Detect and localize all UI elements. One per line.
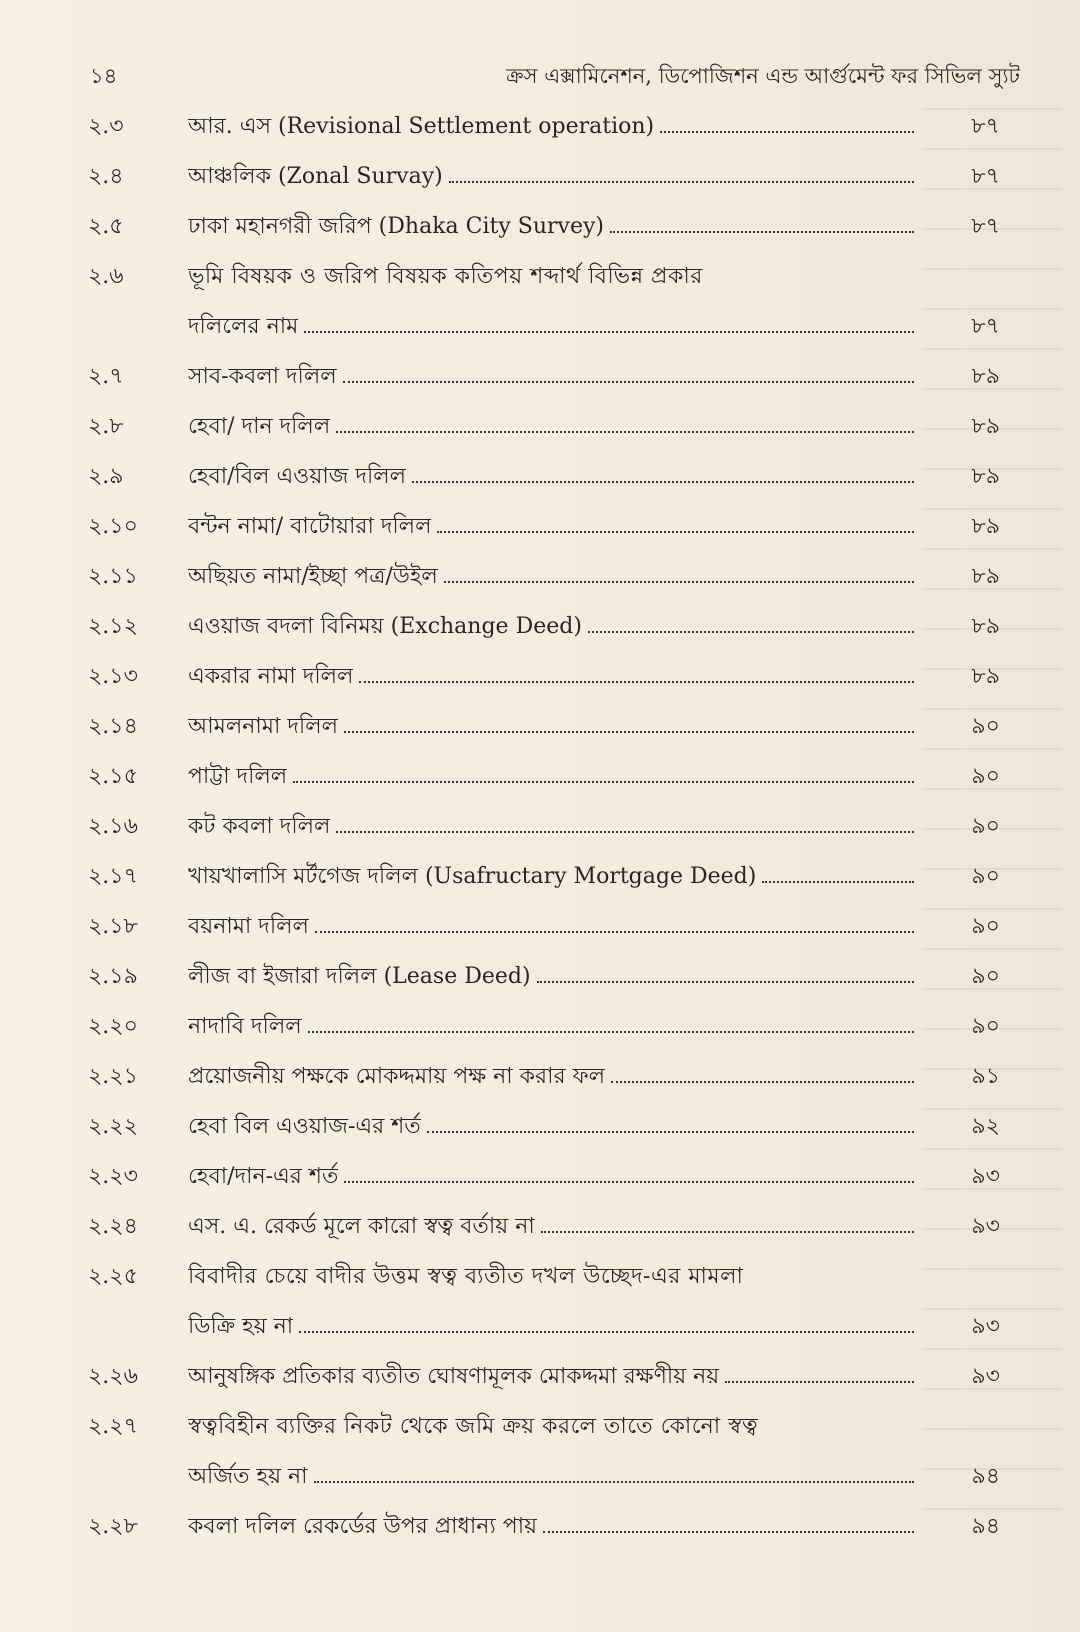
toc-entry	[88, 802, 1018, 852]
dot-leader	[308, 1031, 914, 1033]
entry-title-text: প্রয়োজনীয় পক্ষকে মোকদ্দমায় পক্ষ না করার ফল	[188, 1064, 606, 1089]
dot-leader	[336, 431, 914, 433]
toc-entry	[88, 1402, 1018, 1502]
dot-leader	[449, 181, 914, 183]
dot-leader	[762, 881, 914, 883]
entry-title-text: সাব-কবলা দলিল	[188, 364, 337, 389]
page-reference: ৮৯	[971, 414, 1000, 439]
toc-entry	[88, 1002, 1018, 1052]
page-reference: ৯৩	[971, 1164, 1000, 1189]
page-reference: ৯৩	[971, 1214, 1000, 1239]
page-reference: ৮৭	[971, 214, 1000, 239]
entry-title-text: আঞ্চলিক (Zonal Survay)	[188, 164, 443, 189]
toc-entry	[88, 702, 1018, 752]
dot-leader	[314, 1481, 914, 1483]
dot-leader	[315, 931, 914, 933]
section-number: ২.৭	[88, 364, 124, 389]
entry-title-line1: বিবাদীর চেয়ে বাদীর উত্তম স্বত্ব ব্যতীত দখল উচ্ছেদ-এর মামলা	[188, 1264, 744, 1289]
page-reference: ৯০	[971, 764, 1000, 789]
entry-title	[188, 802, 918, 852]
page-reference: ৯৪	[971, 1514, 1000, 1539]
section-number: ২.১৯	[88, 964, 138, 989]
entry-title	[188, 1302, 918, 1352]
page-reference: ৮৯	[971, 364, 1000, 389]
running-head-title: ক্রস এক্সামিনেশন, ডিপোজিশন এন্ড আর্গুমেন্ট ফর সিভিল স্যুট	[506, 64, 1020, 88]
entry-title-text: পাট্টা দলিল	[188, 764, 288, 789]
page-reference: ৯১	[971, 1064, 1000, 1089]
dot-leader	[412, 481, 914, 483]
toc-entry	[88, 902, 1018, 952]
entry-title-text: কট কবলা দলিল	[188, 814, 331, 839]
page-number: ১৪	[90, 64, 118, 88]
entry-title	[188, 852, 918, 902]
entry-title	[188, 902, 918, 952]
section-number: ২.১৬	[88, 814, 138, 839]
entry-title-text: বয়নামা দলিল	[188, 914, 309, 939]
dot-leader	[437, 531, 914, 533]
toc-entry	[88, 1202, 1018, 1252]
entry-title-text: হেবা/দান-এর শর্ত	[188, 1164, 339, 1189]
entry-title-text: ঢাকা মহানগরী জরিপ (Dhaka City Survey)	[188, 214, 604, 239]
section-number: ২.১১	[88, 564, 138, 589]
page-reference: ৮৭	[971, 314, 1000, 339]
page-reference: ৯০	[971, 914, 1000, 939]
entry-title	[188, 952, 918, 1002]
toc-entry	[88, 1352, 1018, 1402]
section-number: ২.৮	[88, 414, 124, 439]
page-reference: ৯০	[971, 864, 1000, 889]
page-reference: ৮৯	[971, 464, 1000, 489]
toc-entry	[88, 102, 1018, 152]
entry-title	[188, 202, 918, 252]
entry-title	[188, 1002, 918, 1052]
section-number: ২.৬	[88, 264, 124, 289]
entry-title	[188, 652, 918, 702]
dot-leader	[588, 631, 914, 633]
section-number: ২.২২	[88, 1114, 138, 1139]
dot-leader	[336, 831, 914, 833]
entry-title-line1: স্বত্ববিহীন ব্যক্তির নিকট থেকে জমি ক্রয় করলে তাতে কোনো স্বত্ব	[188, 1414, 759, 1439]
page-reference: ৯০	[971, 964, 1000, 989]
dot-leader	[444, 581, 914, 583]
entry-title-text: একরার নামা দলিল	[188, 664, 354, 689]
toc-entry	[88, 652, 1018, 702]
page-header	[90, 56, 1020, 96]
entry-title	[188, 552, 918, 602]
entry-title	[188, 302, 918, 352]
entry-title-text: আর. এস (Revisional Settlement operation)	[188, 114, 655, 139]
toc-entry	[88, 452, 1018, 502]
entry-title	[188, 1452, 918, 1502]
entry-title-text: হেবা/ দান দলিল	[188, 414, 331, 439]
entry-title-text: খায়খালাসি মর্টগেজ দলিল (Usafructary Mortgage Deed)	[188, 864, 757, 889]
section-number: ২.৫	[88, 214, 124, 239]
toc-entry	[88, 502, 1018, 552]
entry-title-text: আমলনামা দলিল	[188, 714, 339, 739]
section-number: ২.২৬	[88, 1364, 138, 1389]
table-of-contents	[88, 102, 1018, 1552]
toc-entry	[88, 152, 1018, 202]
dot-leader	[293, 781, 914, 783]
dot-leader	[725, 1381, 914, 1383]
page-reference: ৮৯	[971, 514, 1000, 539]
entry-title	[188, 1502, 918, 1552]
section-number: ২.১৩	[88, 664, 138, 689]
section-number: ২.২৭	[88, 1414, 138, 1439]
dot-leader	[611, 1081, 914, 1083]
section-number: ২.১৫	[88, 764, 138, 789]
entry-title-text: কবলা দলিল রেকর্ডের উপর প্রাধান্য পায়	[188, 1514, 538, 1539]
toc-entry	[88, 1502, 1018, 1552]
section-number: ২.১২	[88, 614, 138, 639]
section-number: ২.২৪	[88, 1214, 138, 1239]
dot-leader	[541, 1231, 914, 1233]
dot-leader	[610, 231, 914, 233]
page-reference: ৯৩	[971, 1364, 1000, 1389]
section-number: ২.২৩	[88, 1164, 138, 1189]
dot-leader	[344, 1181, 914, 1183]
entry-title	[188, 1102, 918, 1152]
page-reference: ৮৯	[971, 564, 1000, 589]
dot-leader	[543, 1531, 914, 1533]
section-number: ২.২৫	[88, 1264, 138, 1289]
entry-title	[188, 752, 918, 802]
toc-entry	[88, 952, 1018, 1002]
page-reference: ৮৭	[971, 114, 1000, 139]
page-reference: ৮৯	[971, 664, 1000, 689]
page-reference: ৯০	[971, 714, 1000, 739]
entry-title-text: বন্টন নামা/ বাটোয়ারা দলিল	[188, 514, 432, 539]
page-reference: ৮৭	[971, 164, 1000, 189]
page-reference: ৮৯	[971, 614, 1000, 639]
entry-title-text: অর্জিত হয় না	[188, 1464, 308, 1489]
entry-title	[188, 1202, 918, 1252]
entry-title-text: অছিয়ত নামা/ইচ্ছা পত্র/উইল	[188, 564, 438, 589]
dot-leader	[359, 681, 914, 683]
entry-title	[188, 452, 918, 502]
entry-title-text: দলিলের নাম	[188, 314, 299, 339]
section-number: ২.২০	[88, 1014, 138, 1039]
entry-title-text: লীজ বা ইজারা দলিল (Lease Deed)	[188, 964, 531, 989]
section-number: ২.৪	[88, 164, 124, 189]
section-number: ২.৩	[88, 114, 124, 139]
entry-title	[188, 152, 918, 202]
dot-leader	[537, 981, 914, 983]
toc-entry	[88, 402, 1018, 452]
entry-title-text: হেবা/বিল এওয়াজ দলিল	[188, 464, 407, 489]
toc-entry	[88, 1102, 1018, 1152]
toc-entry	[88, 352, 1018, 402]
dot-leader	[343, 381, 914, 383]
entry-title	[188, 1352, 918, 1402]
page-reference: ৯২	[971, 1114, 1000, 1139]
section-number: ২.২৮	[88, 1514, 138, 1539]
entry-title-text: এওয়াজ বদলা বিনিময় (Exchange Deed)	[188, 614, 582, 639]
entry-title	[188, 702, 918, 752]
dot-leader	[660, 131, 914, 133]
toc-entry	[88, 552, 1018, 602]
toc-entry	[88, 202, 1018, 252]
toc-entry	[88, 752, 1018, 802]
dot-leader	[299, 1331, 914, 1333]
section-number: ২.২১	[88, 1064, 138, 1089]
section-number: ২.৯	[88, 464, 124, 489]
page-reference: ৯৩	[971, 1314, 1000, 1339]
entry-title	[188, 402, 918, 452]
entry-title-text: হেবা বিল এওয়াজ-এর শর্ত	[188, 1114, 421, 1139]
page-reference: ৯৪	[971, 1464, 1000, 1489]
toc-entry	[88, 1052, 1018, 1102]
entry-title	[188, 502, 918, 552]
entry-title-text: আনুষঙ্গিক প্রতিকার ব্যতীত ঘোষণামূলক মোকদ্দমা রক্ষণীয় নয়	[188, 1364, 720, 1389]
page-reference: ৯০	[971, 814, 1000, 839]
entry-title	[188, 602, 918, 652]
entry-title	[188, 1152, 918, 1202]
entry-title	[188, 102, 918, 152]
toc-entry	[88, 1152, 1018, 1202]
section-number: ২.১৭	[88, 864, 138, 889]
entry-title-text: নাদাবি দলিল	[188, 1014, 302, 1039]
toc-entry	[88, 1252, 1018, 1352]
section-number: ২.১৪	[88, 714, 138, 739]
dot-leader	[344, 731, 914, 733]
entry-title	[188, 352, 918, 402]
page-reference: ৯০	[971, 1014, 1000, 1039]
toc-entry	[88, 252, 1018, 352]
section-number: ২.১০	[88, 514, 138, 539]
dot-leader	[304, 331, 914, 333]
entry-title-text: এস. এ. রেকর্ড মূলে কারো স্বত্ব বর্তায় না	[188, 1214, 535, 1239]
entry-title-line1: ভূমি বিষয়ক ও জরিপ বিষয়ক কতিপয় শব্দার্থ বিভিন্ন প্রকার	[188, 264, 703, 289]
dot-leader	[427, 1131, 914, 1133]
section-number: ২.১৮	[88, 914, 138, 939]
toc-entry	[88, 602, 1018, 652]
entry-title-text: ডিক্রি হয় না	[188, 1314, 294, 1339]
entry-title	[188, 1052, 918, 1102]
toc-entry	[88, 852, 1018, 902]
